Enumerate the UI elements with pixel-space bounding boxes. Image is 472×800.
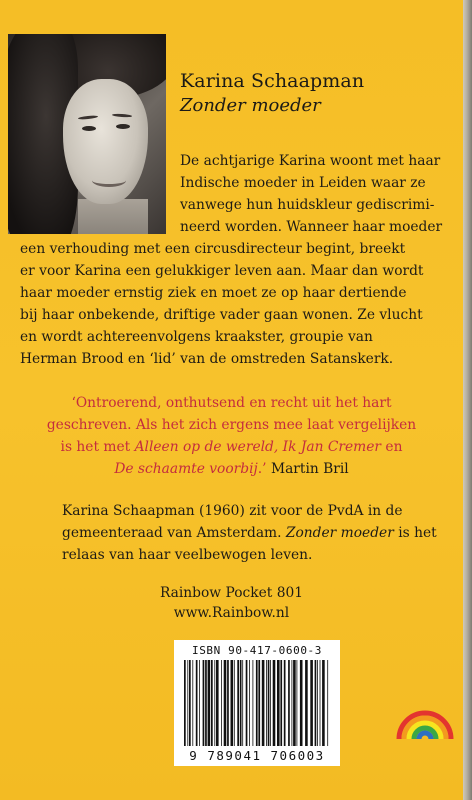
author-name: Karina Schaapman [180,70,365,92]
publisher-website: www.Rainbow.nl [173,605,290,621]
barcode-bars [182,660,332,746]
blurb-line: een verhouding met een circusdirecteur begint, breekt [20,241,406,257]
blurb-line: Herman Brood en ‘lid’ van de omstreden Satanskerk. [20,351,394,367]
bio-text: gemeenteraad van Amsterdam. [62,525,286,541]
quote-line: ‘Ontroerend, onthutsend en recht uit het hart [71,395,392,411]
quote-text: en [381,439,403,455]
blurb-line: haar moeder ernstig ziek en moet ze op haar dertiende [20,285,407,301]
bio-line: relaas van haar veelbewogen leven. [62,547,313,563]
quote-book-title: De schaamte voorbij [114,461,258,477]
blurb-line: er voor Karina een gelukkiger leven aan. Maar dan wordt [20,263,424,279]
page-edge [463,0,472,800]
barcode [174,640,340,766]
bio-line: Karina Schaapman (1960) zit voor de PvdA in de [62,503,403,519]
series-name: Rainbow Pocket 801 [159,585,304,601]
blurb-line: bij haar onbekende, driftige vader gaan wonen. Ze vlucht [20,307,423,323]
ean-number: 9 789041 706003 [189,748,325,763]
quote-text: is het met [60,439,135,455]
quote-line [0,438,463,456]
book-title: Zonder moeder [180,95,321,116]
quote-text: .’ [257,461,267,477]
quote-book-titles: Alleen op de wereld, Ik Jan Cremer [134,439,382,455]
quote-line: geschreven. Als het zich ergens mee laat vergelijken [46,417,417,433]
isbn-number: ISBN 90-417-0600-3 [191,644,322,657]
blurb-line: vanwege hun huidskleur gediscrimi- [180,197,435,213]
bio-book-title: Zonder moeder [285,525,394,541]
blurb-line: en wordt achtereenvolgens kraakster, groupie van [20,329,373,345]
quote-attribution: Martin Bril [266,461,349,477]
bio-line [62,524,437,542]
quote-line [0,460,463,478]
bio-text: is het [393,525,437,541]
rainbow-logo-icon [395,695,455,743]
author-photo [8,34,166,234]
blurb-line: De achtjarige Karina woont met haar [180,153,441,169]
blurb-line: neerd worden. Wanneer haar moeder [180,219,443,235]
blurb-line: Indische moeder in Leiden waar ze [180,175,426,191]
